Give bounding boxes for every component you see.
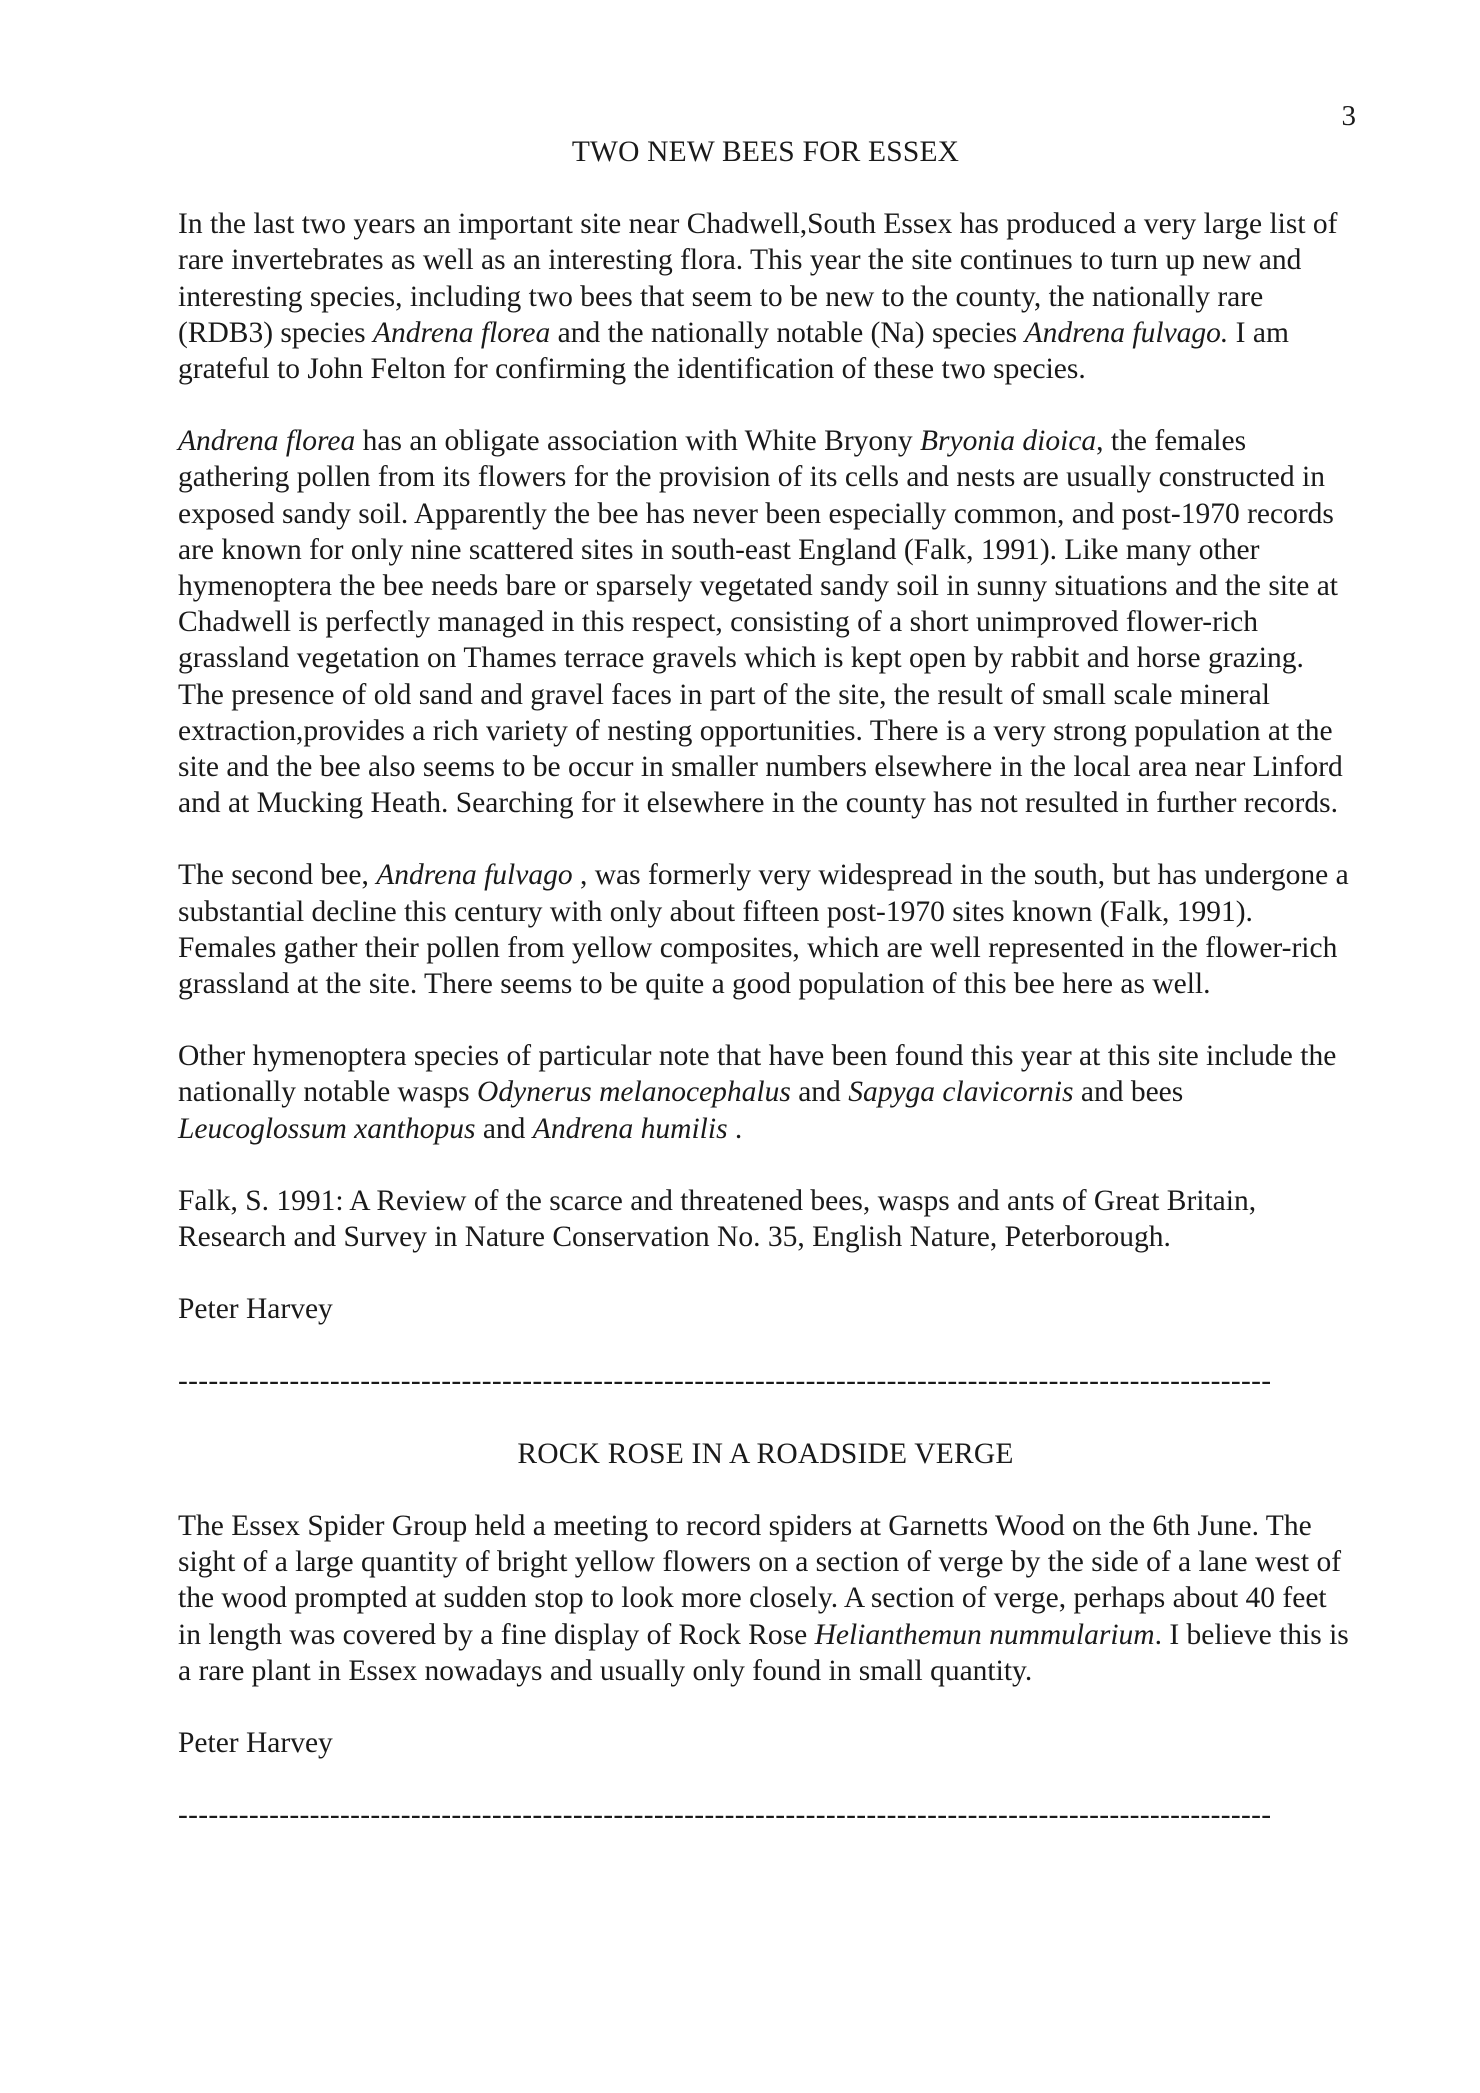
article-rock-rose [178, 1436, 1353, 1761]
author-signature: Peter Harvey [178, 1293, 333, 1326]
text-run: The second bee, [178, 859, 377, 892]
text-run: . [727, 1112, 743, 1145]
article-title: TWO NEW BEES FOR ESSEX [571, 136, 960, 168]
text-run: In the last two years an important site near Chadwell,South Essex has produced a very large list of rare invertebrates as well as an interesting flora. This year the site continues to turn up new and interesting species, including two bees that seem to be new to the county, the nationally rare (RDB3) species [178, 208, 1338, 349]
article-two-new-bees [178, 134, 1353, 1327]
text-run: Other hymenoptera species of particular note that have been found this year at this site include the nationally notable wasps [178, 1040, 1337, 1109]
species-name: Helianthemun nummularium [814, 1618, 1155, 1651]
page-number: 3 [1341, 100, 1356, 132]
paragraph [178, 1508, 1353, 1689]
text-run: has an obligate association with White Bryony [355, 425, 921, 458]
reference: Falk, S. 1991: A Review of the scarce and threatened bees, wasps and ants of Great Britain, Research and Survey in Nature Conservation No. 35, English Nature, Peterborough. [178, 1184, 1257, 1254]
species-name: Andrena florea [178, 425, 356, 458]
document-body [178, 134, 1353, 1869]
text-run: and the nationally notable (Na) species [550, 316, 1025, 349]
section-divider: ------------------------------------------------------------------------------------------------------------ [178, 1799, 1272, 1832]
paragraph [178, 206, 1353, 387]
text-run: The Essex Spider Group held a meeting to record spiders at Garnetts Wood on the 6th June. The sight of a large quantity of bright yellow flowers on a section of verge by the side of a lane west of the wood prompted at sudden stop to look more closely. A section of verge, perhaps about 40 feet in length was covered by a fine display of Rock Rose [178, 1509, 1342, 1651]
species-name: Leucoglossum xanthopus [178, 1112, 476, 1145]
author-signature: Peter Harvey [178, 1726, 333, 1759]
species-name: Odynerus melanocephalus [477, 1076, 791, 1109]
paragraph [178, 857, 1353, 1002]
paragraph [178, 1038, 1353, 1147]
text-run: and [790, 1076, 849, 1109]
paragraph [178, 423, 1353, 821]
text-run: I am grateful to John Felton for confirming the identification of these two species. [178, 316, 1289, 386]
text-run: and [475, 1112, 533, 1145]
species-name: Andrena humilis [532, 1112, 728, 1145]
text-run: and bees [1073, 1076, 1184, 1109]
text-run: . I believe this is a rare plant in Essex nowadays and usually only found in small quantity. [178, 1618, 1349, 1687]
text-run: , was formerly very widespread in the south, but has undergone a substantial decline this century with only about fifteen post-1970 sites known (Falk, 1991). Females gather their pollen from yellow composites, which are well represented in the flower-rich grassland at the site. There seems to be quite a good population of this bee here as well. [178, 859, 1349, 1001]
section-divider: ------------------------------------------------------------------------------------------------------------ [178, 1365, 1272, 1398]
text-run: , the females gathering pollen from its flowers for the provision of its cells and nests are usually constructed in exposed sandy soil. Apparently the bee has never been especially common, and post-1970 records are known for only nine scattered sites in south-east England (Falk, 1991). Like many other hymenoptera the bee needs bare or sparsely vegetated sandy soil in sunny situations and the site at Chadwell is perfectly managed in this respect, consisting of a short unimproved flower-rich grassland vegetation on Thames terrace gravels which is kept open by rabbit and horse grazing. The presence of old sand and gravel faces in part of the site, the result of small scale mineral extraction,provides a rich variety of nesting opportunities. There is a very strong population at the site and the bee also seems to be occur in smaller numbers elsewhere in the local area near Linford and at Mucking Heath. Searching for it elsewhere in the county has not resulted in further records. [178, 425, 1343, 820]
species-name: Andrena fulvago [376, 859, 573, 892]
species-name: Sapyga clavicornis [848, 1076, 1074, 1109]
species-name: Andrena fulvago. [1024, 316, 1229, 349]
species-name: Bryonia dioica [920, 425, 1097, 458]
article-title: ROCK ROSE IN A ROADSIDE VERGE [517, 1437, 1014, 1470]
species-name: Andrena florea [373, 316, 551, 349]
